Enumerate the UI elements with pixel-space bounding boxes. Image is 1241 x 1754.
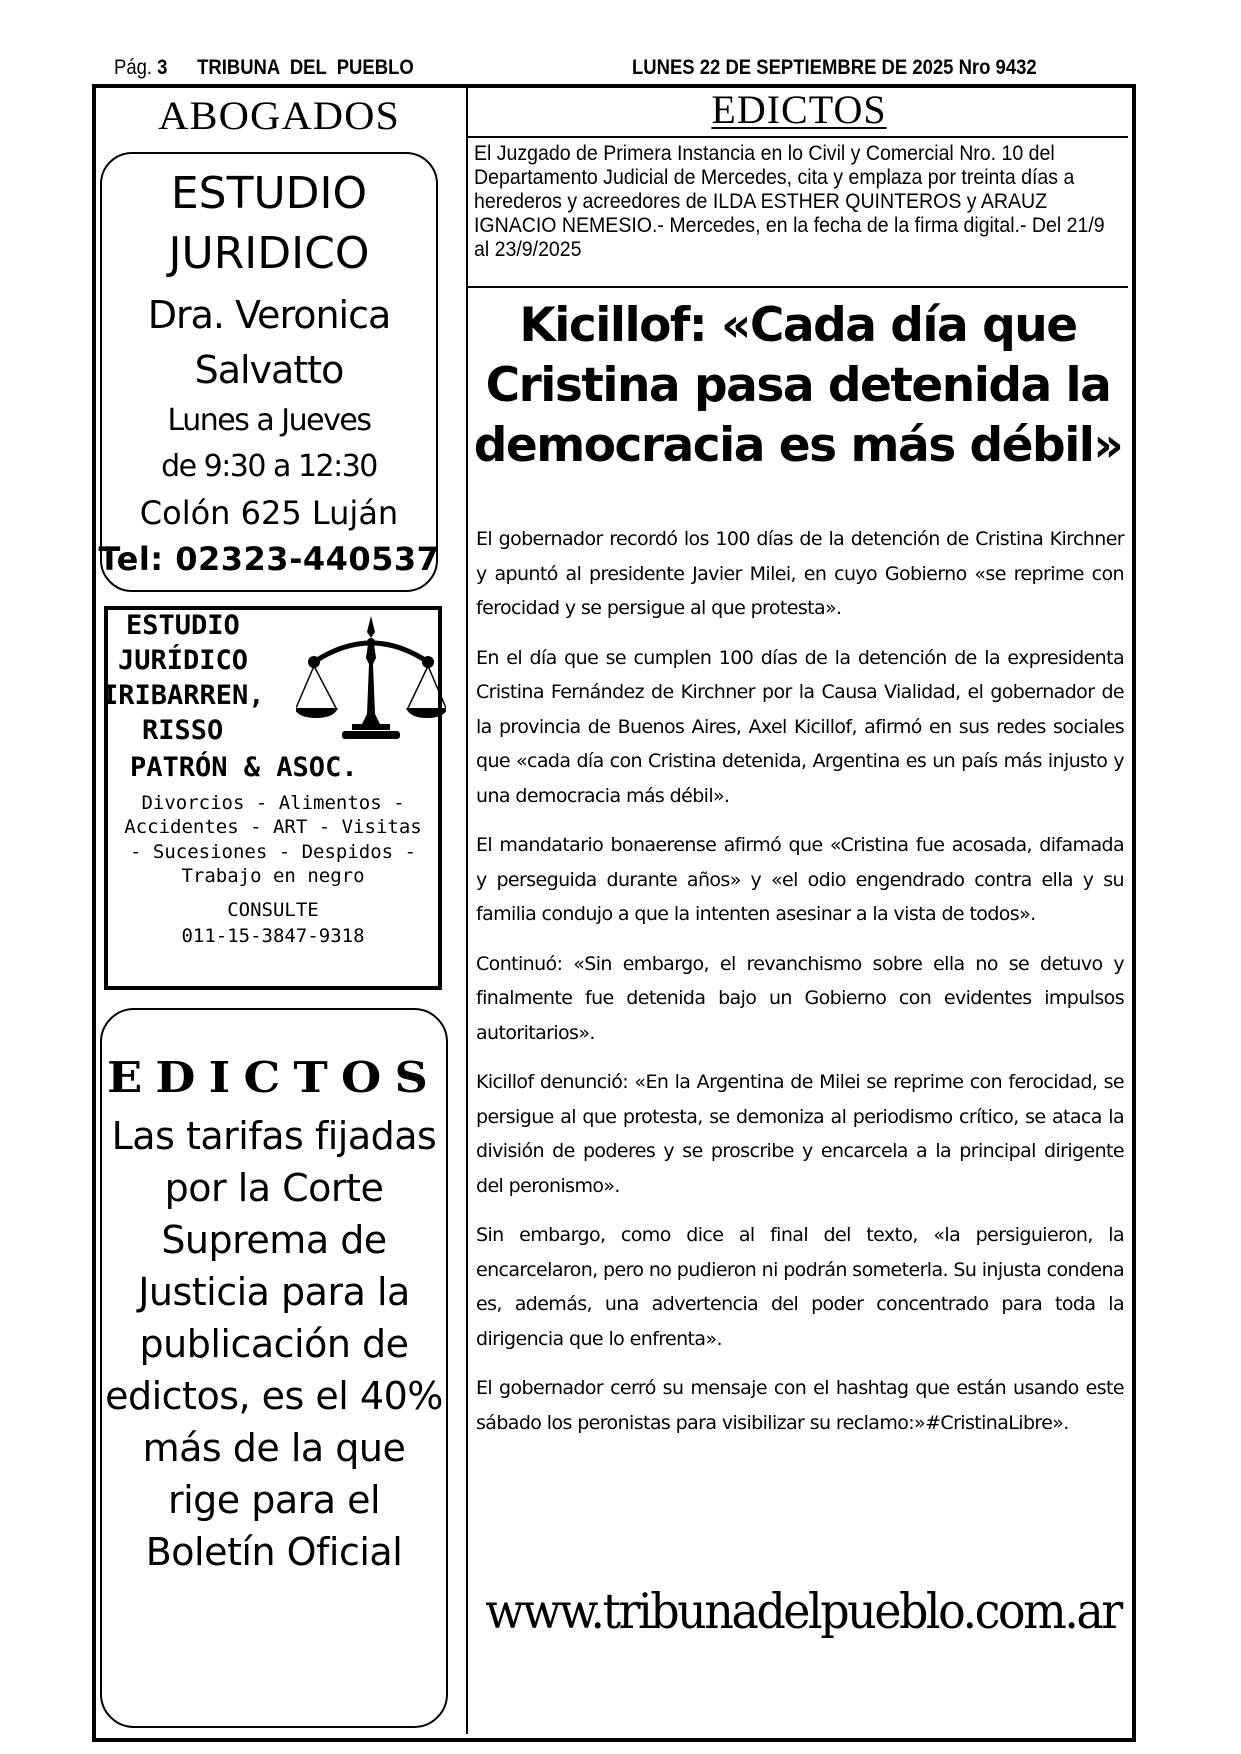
consult-phone: 011-15-3847-9318 [181, 925, 365, 947]
article-headline: Kicillof: «Cada día que Cristina pasa detenida la democracia es más débil» [473, 298, 1123, 473]
firm-line: RISSO [142, 715, 224, 746]
edicto-notice [468, 136, 1128, 288]
ad-phone: Tel: 02323-440537 [98, 540, 440, 578]
services-line: Accidentes - ART - Visitas [124, 816, 422, 838]
firm-line: IRIBARREN, [102, 680, 265, 711]
firm-line: ESTUDIO [126, 610, 240, 641]
article-paragraph: Kicillof denunció: «En la Argentina de Milei se reprime con ferocidad, se persigue al que protesta, se demoniza al periodismo crítico, se ataca la división de poderes y se proscribe y encarcela a la principal dirigente del peronismo». [476, 1071, 1124, 1197]
article-paragraph: Continuó: «Sin embargo, el revanchismo sobre ella no se detuvo y finalmente fue detenida bajo un Gobierno con evidentes impulsos autoritarios». [476, 952, 1124, 1044]
services-line: Trabajo en negro [181, 865, 365, 887]
ad-edictos-title: EDICTOS [106, 1053, 442, 1102]
page-label: Pág. [114, 56, 153, 79]
ad-line: Lunes a Jueves [167, 403, 371, 438]
ad-edictos-tarifas [100, 1008, 448, 1728]
page-number: 3 [157, 56, 168, 79]
date-issue: LUNES 22 DE SEPTIEMBRE DE 2025 Nro 9432 [632, 56, 1037, 79]
newspaper-name: TRIBUNA DEL PUEBLO [197, 56, 414, 79]
edicto-text: El Juzgado de Primera Instancia en lo Civil y Comercial Nro. 10 del Departamento Judicial de Mercedes, cita y emplaza por treinta días a herederos y acreedores de ILDA ESTHER QUINTEROS y ARAUZ IGNACIO NEMESIO.- Mercedes, en la fecha de la firma digital.- Del 21/9 al 23/9/2025 [474, 142, 1105, 261]
ad-line: Colón 625 Luján [139, 494, 399, 532]
page-header-left [114, 56, 414, 82]
website-url[interactable]: www.tribunadelpueblo.com.ar [485, 1582, 1121, 1640]
article-paragraph: Sin embargo, como dice al final del texto, «la persiguieron, la encarcelaron, pero no pudieron ni podrán someterla. Su injusta condena es, además, una advertencia del poder concentrado para toda la dirigencia que lo enfrenta». [476, 1224, 1124, 1350]
article-paragraph: En el día que se cumplen 100 días de la detención de la expresidenta Cristina Fernández de Kirchner por la Causa Vialidad, el gobernador de la provincia de Buenos Aires, Axel Kicillof, afirmó en sus redes sociales que «cada día con Cristina detenida, Argentina es un país más injusto y una democracia más débil». [476, 646, 1124, 807]
ad-estudio-iribarren [104, 606, 442, 990]
ad-estudio-juridico-salvatto [100, 152, 438, 592]
ad-edictos-body: Las tarifas fijadas por la Corte Suprema de Justicia para la publicación de edictos, es el 40% más de la que rige para el Boletín Oficial [105, 1114, 443, 1574]
section-title-abogados: ABOGADOS [158, 93, 400, 138]
article-paragraph: El gobernador cerró su mensaje con el hashtag que están usando este sábado los peronistas para visibilizar su reclamo:»#CristinaLibre». [476, 1377, 1124, 1434]
section-title-edictos: EDICTOS [711, 87, 887, 132]
ad-line: JURIDICO [168, 228, 370, 279]
article-paragraph: El gobernador recordó los 100 días de la detención de Cristina Kirchner y apuntó al presidente Javier Milei, en cuyo Gobierno «se reprime con ferocidad y se persigue al que protesta». [476, 528, 1124, 619]
firm-line: JURÍDICO [118, 645, 249, 676]
consult-label: CONSULTE [227, 899, 319, 921]
ad-line: ESTUDIO [170, 168, 368, 219]
services-line: - Sucesiones - Despidos - [130, 841, 416, 863]
ad-line: Salvatto [194, 348, 344, 392]
ad-line: de 9:30 a 12:30 [161, 449, 377, 484]
article-body [476, 522, 1124, 1455]
firm-line: PATRÓN & ASOC. [130, 752, 358, 783]
services-line: Divorcios - Alimentos - [141, 792, 405, 814]
ad-line: Dra. Veronica [147, 293, 391, 337]
scales-of-justice-icon [296, 614, 446, 744]
article-paragraph: El mandatario bonaerense afirmó que «Cristina fue acosada, difamada y perseguida durante años» y «el odio engendrado contra ella y su familia condujo a que la intenten asesinar a la vista de todos». [476, 834, 1124, 925]
